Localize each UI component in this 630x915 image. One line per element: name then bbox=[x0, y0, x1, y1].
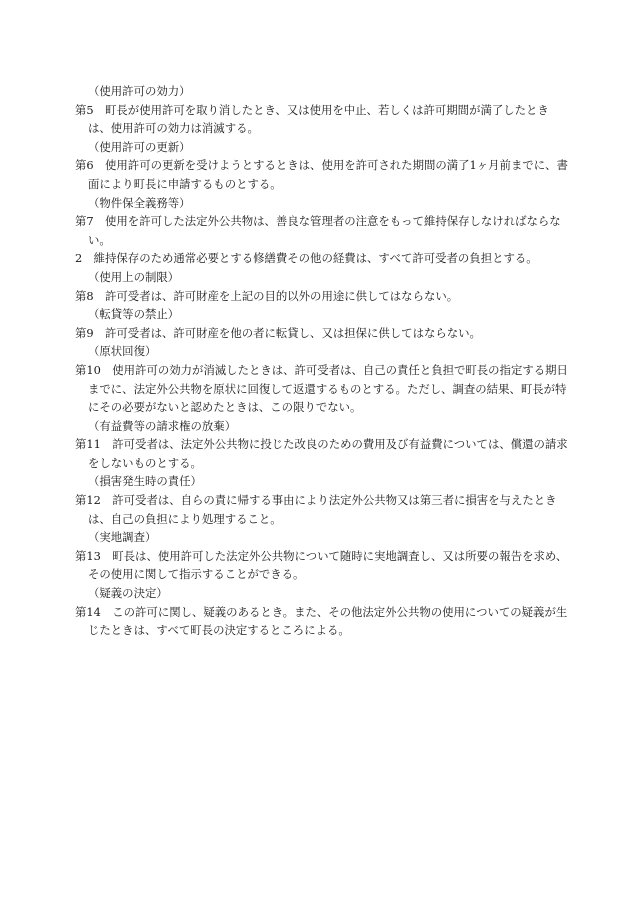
article-7: 第7 使用を許可した法定外公共物は、善良な管理者の注意をもって維持保存しなければならない。 bbox=[75, 214, 561, 247]
article-7-paragraph-2: 2 維持保存のため通常必要とする修繕費その他の経費は、すべて許可受者の負担とする。 bbox=[75, 251, 538, 266]
heading-article-9: （転貸等の禁止） bbox=[88, 307, 180, 322]
heading-article-14: （疑義の決定） bbox=[88, 586, 168, 601]
article-10: 第10 使用許可の効力が消滅したときは、許可受者は、自己の責任と負担で町長の指定する期日までに、法定外公共物を原状に回復して返還するものとする。ただし、調査の結果、町長が特にその必要がないと認めたときは、この限りでない。 bbox=[75, 362, 568, 415]
article-13: 第13 町長は、使用許可した法定外公共物について随時に実地調査し、又は所要の報告を求め、その使用に関して指示することができる。 bbox=[75, 548, 568, 582]
article-12: 第12 許可受者は、自らの責に帰する事由により法定外公共物又は第三者に損害を与えたときは、自己の負担により処理すること。 bbox=[75, 493, 557, 526]
article-5: 第5 町長が使用許可を取り消したとき、又は使用を中止、若しくは許可期間が満了したときは、使用許可の効力は消滅する。 bbox=[75, 102, 549, 136]
heading-article-7: （物件保全義務等） bbox=[88, 195, 191, 210]
article-14: 第14 この許可に関し、疑義のあるとき。また、その他法定外公共物の使用についての疑義が生じたときは、すべて町長の決定するところによる。 bbox=[75, 604, 568, 638]
heading-article-8: （使用上の制限） bbox=[88, 269, 180, 284]
heading-article-6: （使用許可の更新） bbox=[88, 139, 191, 154]
article-11: 第11 許可受者は、法定外公共物に投じた改良のための費用及び有益費については、償還の請求をしないものとする。 bbox=[75, 437, 568, 470]
heading-article-12: （損害発生時の責任） bbox=[88, 474, 202, 489]
article-8: 第8 許可受者は、許可財産を上記の目的以外の用途に供してはならない。 bbox=[75, 288, 459, 303]
heading-article-10: （原状回復） bbox=[88, 344, 157, 359]
article-9: 第9 許可受者は、許可財産を他の者に転貸し、又は担保に供してはならない。 bbox=[75, 325, 481, 340]
heading-article-13: （実地調査） bbox=[88, 530, 157, 545]
article-6: 第6 使用許可の更新を受けようとするときは、使用を許可された期間の満了1ヶ月前までに、書面により町長に申請するものとする。 bbox=[75, 158, 568, 191]
heading-article-5: （使用許可の効力） bbox=[88, 84, 191, 98]
heading-article-11: （有益費等の請求権の放棄） bbox=[88, 418, 237, 433]
